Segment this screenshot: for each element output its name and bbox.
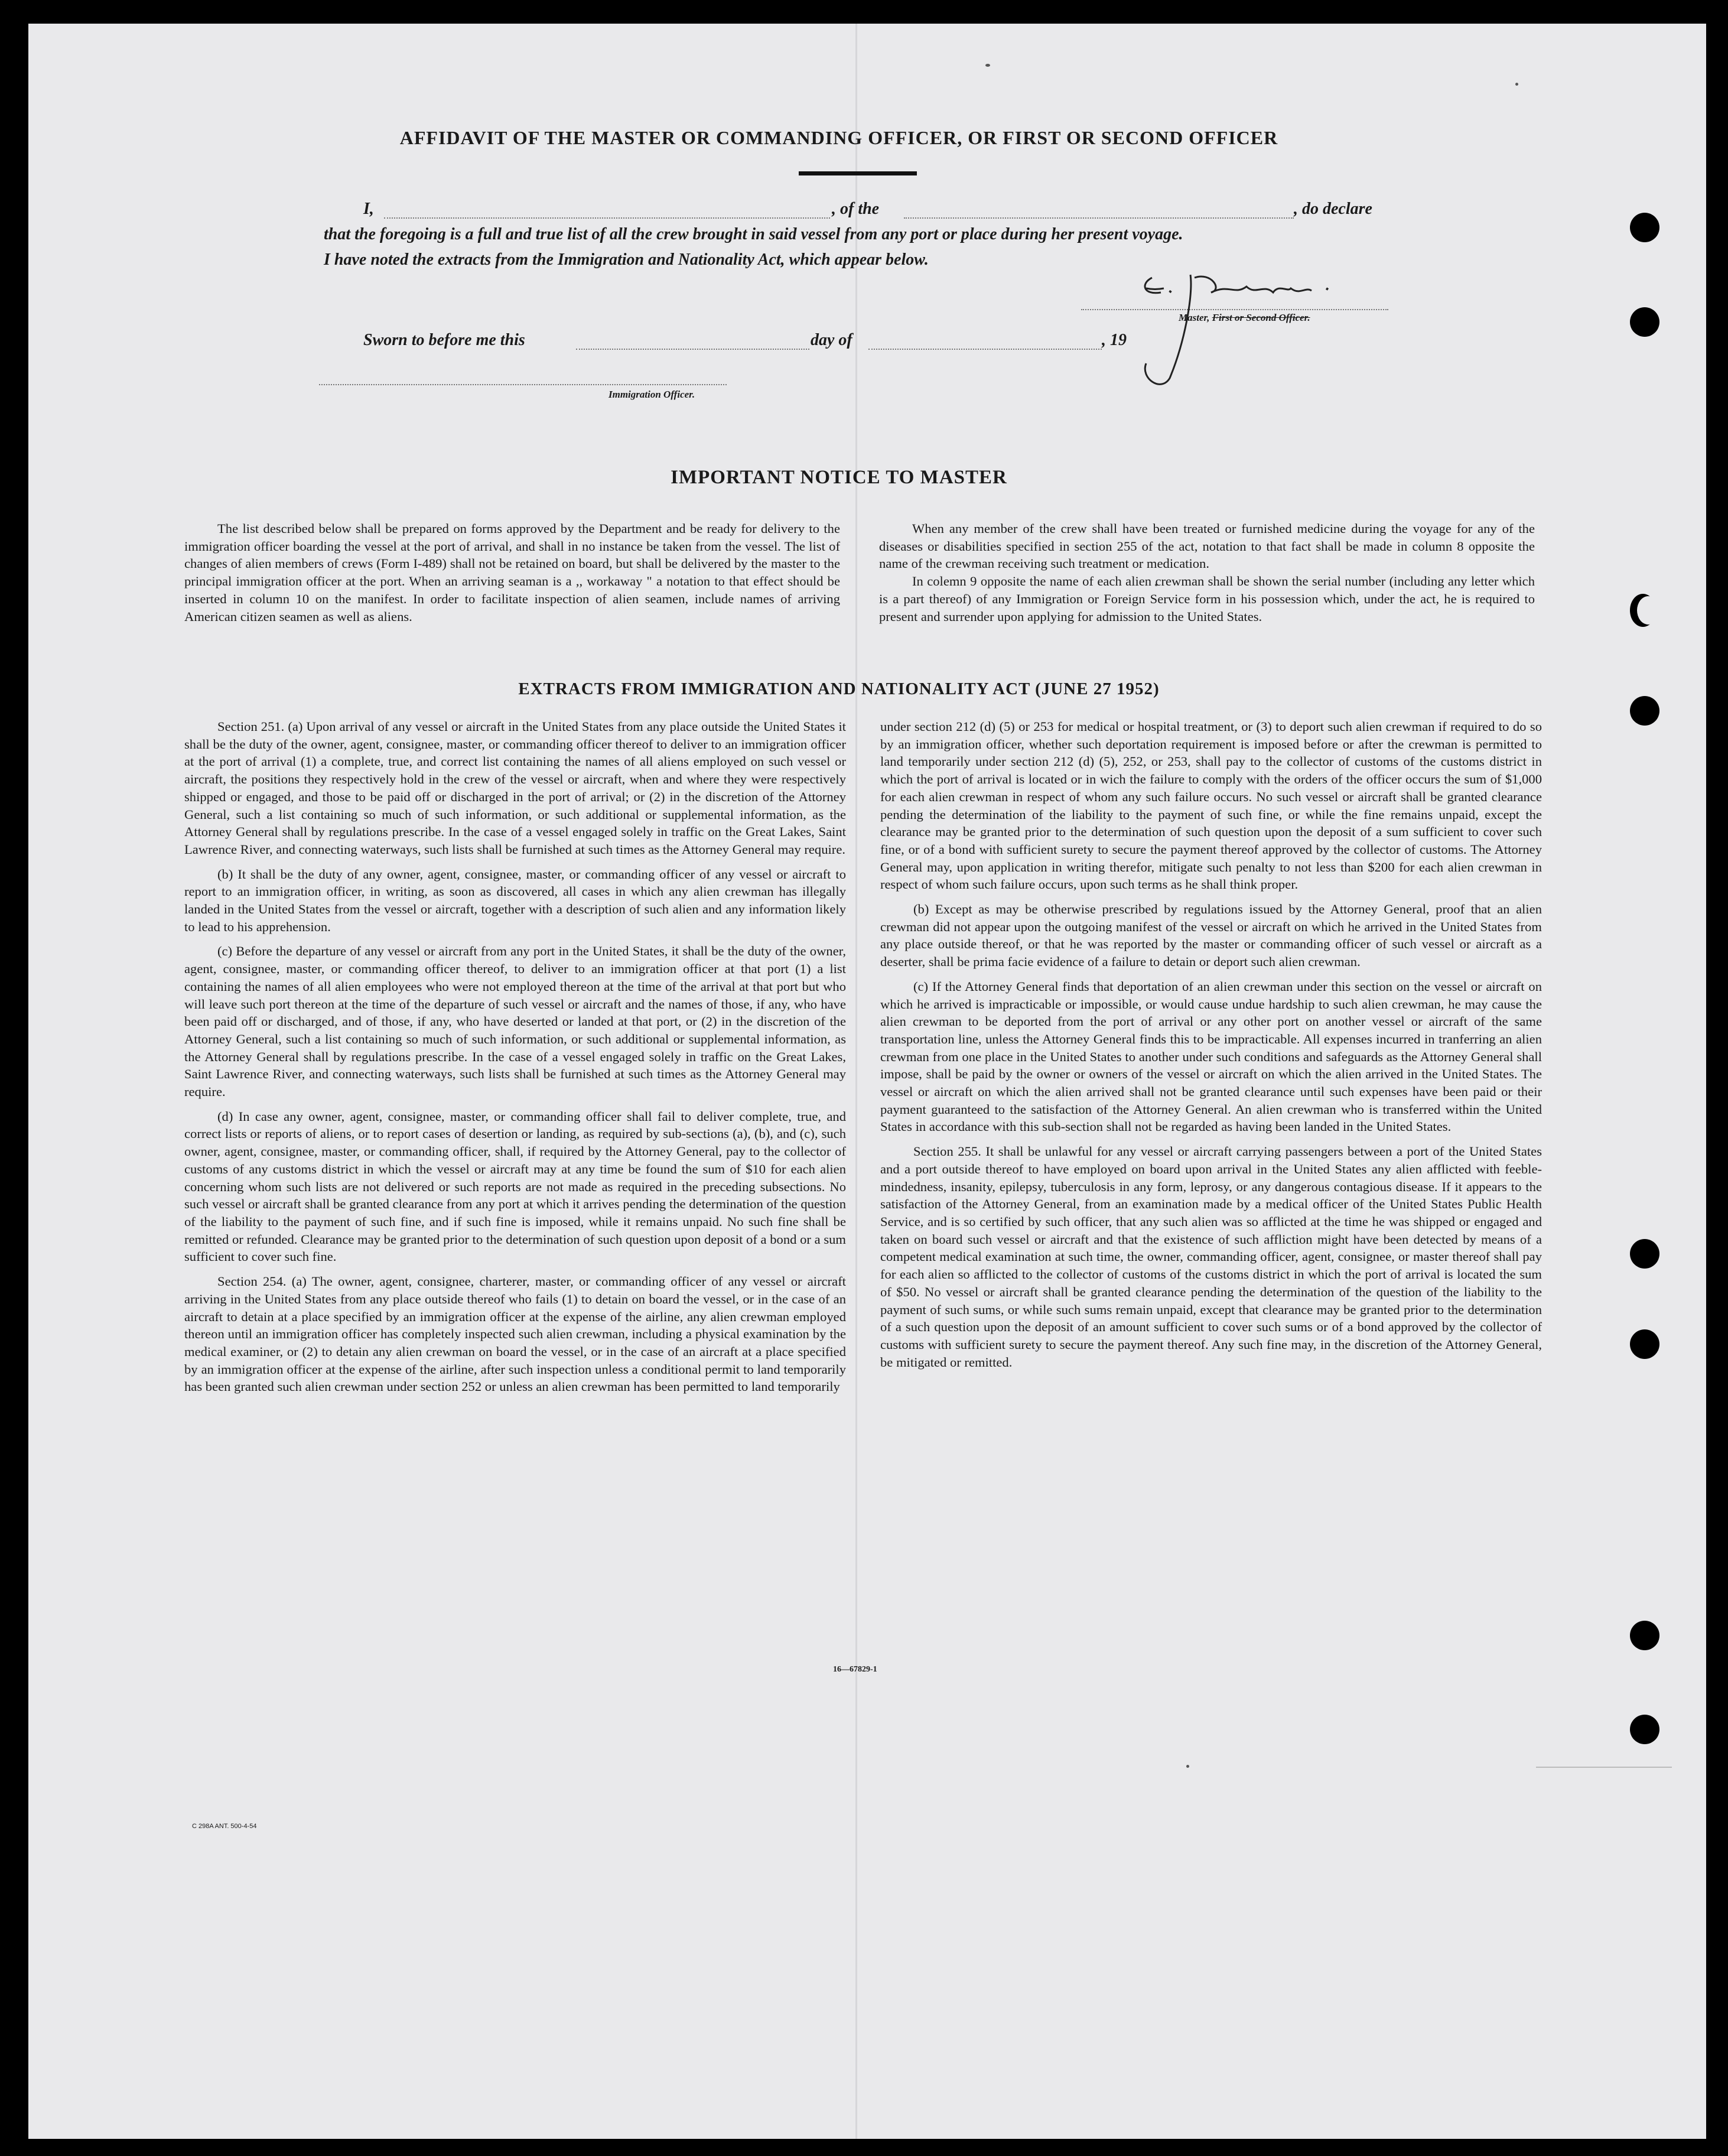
extract-section-251c: (c) Before the departure of any vessel or aircraft from any port in the United States, it shall be the duty of the owner, agent, consignee, master, or commanding officer thereof, to deliver to an immigration officer at that port (1) a list containing the names of all alien employees who were not employed thereon at the time of the arrival at that port but who will leave such port thereon at the time of the departure of such vessel or aircraft and the names of those, if any, who have been paid off or discharged, and of those, if any, who have deserted or landed at that port, or (2) in the discretion of the Attorney General, such a list containing so much of such information, or such additional or supplemental information, as the Attorney General shall by regulations prescribe. In the case of a vessel engaged solely in traffic on the Great Lakes, Saint Lawrence River, and connecting waterways, such lists shall be furnished at such times as the Attorney General may require. — [184, 944, 846, 1100]
footer-code: 16—67829-1 — [833, 1665, 877, 1674]
extract-section-251d: (d) In case any owner, agent, consignee, master, or commanding officer shall fail to deliver complete, true, and correct lists or reports of aliens, or to report cases of desertion or landing, as required by sub-sections (a), (b), and (c), such owner, agent, consignee, master, or commanding officer, shall, if required by the Attorney General, pay to the collector of customs of any customs district in which the vessel or aircraft may at any time be found the sum of $10 for each alien concerning whom such lists are not delivered or such reports are not made as required in the preceding subsections. No such vessel or aircraft shall be granted clearance from any port at which it arrives pending the determination of the question of the liability to the payment of such fine, and if such fine is imposed, while it remains unpaid. No such fine shall be remitted or refunded. Clearance may be granted prior to the determination of such question upon deposit of a bond or a sum sufficient to cover such fine. — [184, 1108, 846, 1264]
extract-section-251a: Section 251. (a) Upon arrival of any vessel or aircraft in the United States from any place outside the United States it shall be the duty of the owner, agent, consignee, master, or commanding officer thereof to deliver to an immigration officer at the port of arrival (1) a complete, true, and correct list containing the names of all aliens employed on such vessel or aircraft, the positions they respectively hold in the crew of the vessel or aircraft, when and where they were respectively shipped or engaged, and those to be paid off or discharged in the port of arrival; or (2) in the discretion of the Attorney General, such a list containing so much of such information, or such additional or supplemental information, as the Attorney General shall by regulations prescribe. In the case of a vessel engaged solely in traffic on the Great Lakes, Saint Lawrence River, and connecting waterways, such lists shall be furnished at such times as the Attorney General may require. — [184, 719, 846, 857]
affidavit-title: AFFIDAVIT OF THE MASTER OR COMMANDING OFFICER, OR FIRST OR SECOND OFFICER — [399, 127, 1278, 148]
extract-section-254c: (c) If the Attorney General finds that deportation of an alien crewman under this section on the vessel or aircraft on which he arrived is impracticable or impossible, or would cause undue hardship to such alien crewman, he may cause the alien crewman to be deported from the port of arrival or any other port on another vessel or aircraft of the same transportation line, unless the Attorney General finds this to be impracticable. All expenses incurred in tranferring an alien crewman from one place in the United States to another under such conditions and safeguards as the Attorney General shall impose, shall be paid by the owner or owners of the vessel or aircraft on which the alien arrived in the United States. The vessel or aircraft on which the alien arrived shall not be granted clearance until such expenses have been paid or their payment guaranteed to the satisfaction of the Attorney General. An alien crewman who is transferred within the United States in accordance with this sub-section shall not be regarded as having been landed in the United States. — [880, 978, 1542, 1134]
notice-right-column — [879, 520, 1535, 632]
extract-section-254b: (b) Except as may be otherwise prescribed by regulations issued by the Attorney General, proof that an alien crewman did not appear upon the outgoing manifest of the vessel or aircraft on which he arrived in the United States from any place outside thereof, or that he was reported by the master or commanding officer of such vessel or aircraft as a deserter, shall be prima facie evidence of a failure to detain or deport such alien crewman. — [880, 902, 1542, 970]
notice-right-paragraph-1: When any member of the crew shall have been treated or furnished medicine during the voyage for any of the diseases or disabilities specified in section 255 of the act, notation to that fact shall be made in column 8 opposite the name of the crewman receiving such treatment or medication. — [879, 521, 1535, 571]
vessel-field[interactable] — [904, 217, 1294, 219]
sworn-year: , 19 — [1102, 331, 1127, 349]
ink-speck — [1186, 1765, 1189, 1768]
declaration-do-declare: , do declare — [1294, 200, 1372, 218]
officer-signature-line[interactable] — [319, 384, 727, 385]
extracts-title: EXTRACTS FROM IMMIGRATION AND NATIONALITY ACT (JUNE 27 1952) — [518, 679, 1160, 698]
immigration-officer-label: Immigration Officer. — [608, 389, 695, 400]
punch-hole-7 — [1630, 1715, 1659, 1744]
extract-section-254a: Section 254. (a) The owner, agent, consignee, charterer, master, or commanding officer of any vessel or aircraft arriving in the United States from any place outside thereof who fails (1) to detain on board the vessel, or in the case of an aircraft to detain at a place specified by an immigration officer at the expense of the airline, any alien crewman employed thereon until an immigration officer has completely inspected such alien crewman, including a physical examination by the medical examiner, or (2) to detain any alien crewman on board the vessel, or in the case of an aircraft at a place specified by an immigration officer at the expense of the airline, after such inspection unless a conditional permit to land temporarily has been granted such alien crewman under section 252 or unless an alien crewman has been permitted to land temporarily — [184, 1274, 846, 1394]
punch-hole-6 — [1630, 1621, 1659, 1650]
ink-speck — [985, 64, 990, 67]
form-code: C 298A ANT. 500-4-54 — [192, 1823, 257, 1830]
master-signature — [1128, 260, 1353, 396]
sworn-month-field[interactable] — [868, 349, 1102, 350]
notice-left-column — [184, 520, 840, 632]
signature-caption — [1179, 312, 1310, 324]
punch-hole-4 — [1630, 1239, 1659, 1269]
notice-left-paragraph: The list described below shall be prepared on forms approved by the Department and be ready for delivery to the immigration officer boarding the vessel at the port of arrival, and shall in no instance be taken from the vessel. The list of changes of alien members of crews (Form I-489) shall not be retained on board, but shall be delivered by the master to the principal immigration officer at the port. When an arriving seaman is a ,, workaway " a notation to that effect should be inserted in column 10 on the manifest. In order to facilitate inspection of alien seamen, include names of arriving American citizen seamen as well as aliens. — [184, 521, 840, 624]
extract-section-255: Section 255. It shall be unlawful for any vessel or aircraft carrying passengers between a port of the United States and a port outside thereof to have employed on board upon arrival in the United States any alien afflicted with feeble-mindedness, insanity, epilepsy, tuberculosis in any form, leprosy, or any dangerous contagious disease. If it appears to the satisfaction of the Attorney General, from an examination made by a medical officer of the United States Public Health Service, and is so certified by such officer, that any such alien was so afflicted at the time he was shipped or engaged and taken on board such vessel or aircraft and that the existence of such affliction might have been detected by means of a competent medical examination at such time, the owner, commanding officer, agent, consignee, or master thereof shall pay for each alien so afflicted to the collector of customs of the customs district in which the port of arrival is located the sum of $50. No vessel or aircraft shall be granted clearance pending the determination of the question of the liability to the payment of such sums, or while such sums remain unpaid, except that clearance may be granted prior to the determination of a such question upon the deposit of an amount sufficient to cover such sums or of a bond approved by the collector of customs with sufficient surety to secure the payment thereof. Any such fine may, in the discretion of the Attorney General, be mitigated or remitted. — [880, 1144, 1542, 1370]
extract-section-254a-cont: under section 212 (d) (5) or 253 for medical or hospital treatment, or (3) to deport such alien crewman if required to do so by an immigration officer, whether such deportation requirement is imposed before or after the crewman is permitted to land temporarily under section 212 (d) (5), 252, or 253, shall pay to the collector of customs of the customs district in which the port of arrival is located or in wich the failure to comply with the orders of the officer occurs the sum of $1,000 for each alien crewman in respect of whom any such failure occurs. No such vessel or aircraft shall be granted clearance pending the determination of the liability to the payment of such fine, or while the fine remains unpaid, except the clearance may be granted prior to the determination of such question upon the deposit of a sum sufficient to cover such fine, or of a bond with sufficient surety to secure the payment thereof approved by the collector of customs. The Attorney General may, upon application in writing therefor, mitigate such penalty to not less than $200 for each alien crewman in respect of whom such failure occurs, upon such terms as he shall think proper. — [880, 719, 1542, 892]
caption-master: Master, — [1179, 312, 1210, 323]
punch-hole-3 — [1630, 696, 1659, 726]
declaration-i: I, — [363, 200, 374, 218]
sworn-day-of: day of — [811, 331, 852, 349]
punch-hole-1 — [1630, 213, 1659, 242]
page-fold — [855, 24, 857, 2139]
page-edge-line — [1536, 1767, 1672, 1768]
declaration-line-3: I have noted the extracts from the Immigration and Nationality Act, which appear below. — [324, 251, 929, 269]
notice-title: IMPORTANT NOTICE TO MASTER — [671, 467, 1007, 488]
punch-hole-5 — [1630, 1329, 1659, 1359]
sworn-day-field[interactable] — [576, 349, 809, 350]
sworn-before: Sworn to before me this — [363, 331, 525, 349]
name-field[interactable] — [384, 217, 830, 219]
declaration-of-the: , of the — [832, 200, 880, 218]
punch-hole-partial — [1630, 594, 1656, 627]
ink-speck — [1515, 83, 1518, 86]
caption-struck: First or Second Officer. — [1212, 312, 1310, 323]
extracts-right-column — [880, 718, 1542, 1378]
extract-section-251b: (b) It shall be the duty of any owner, agent, consignee, master, or commanding officer of any vessel or aircraft to report to an immigration officer, in writing, as soon as discovered, all cases in which any alien crewman has illegally landed in the United States from the vessel or aircraft, together with a description of such alien and any information likely to lead to his apprehension. — [184, 866, 846, 934]
extracts-left-column — [184, 718, 846, 1403]
notice-right-paragraph-2: In colemn 9 opposite the name of each alien crewman shall be shown the serial number (including any letter which is a part thereof) of any Immigration or Foreign Service form in his possession which, under the act, he is required to present and surrender upon applying for admission to the United States. — [879, 574, 1535, 624]
declaration-line-2: that the foregoing is a full and true list of all the crew brought in said vessel from any port or place during her present voyage. — [324, 225, 1183, 243]
title-rule — [799, 171, 917, 175]
punch-hole-2 — [1630, 307, 1659, 337]
